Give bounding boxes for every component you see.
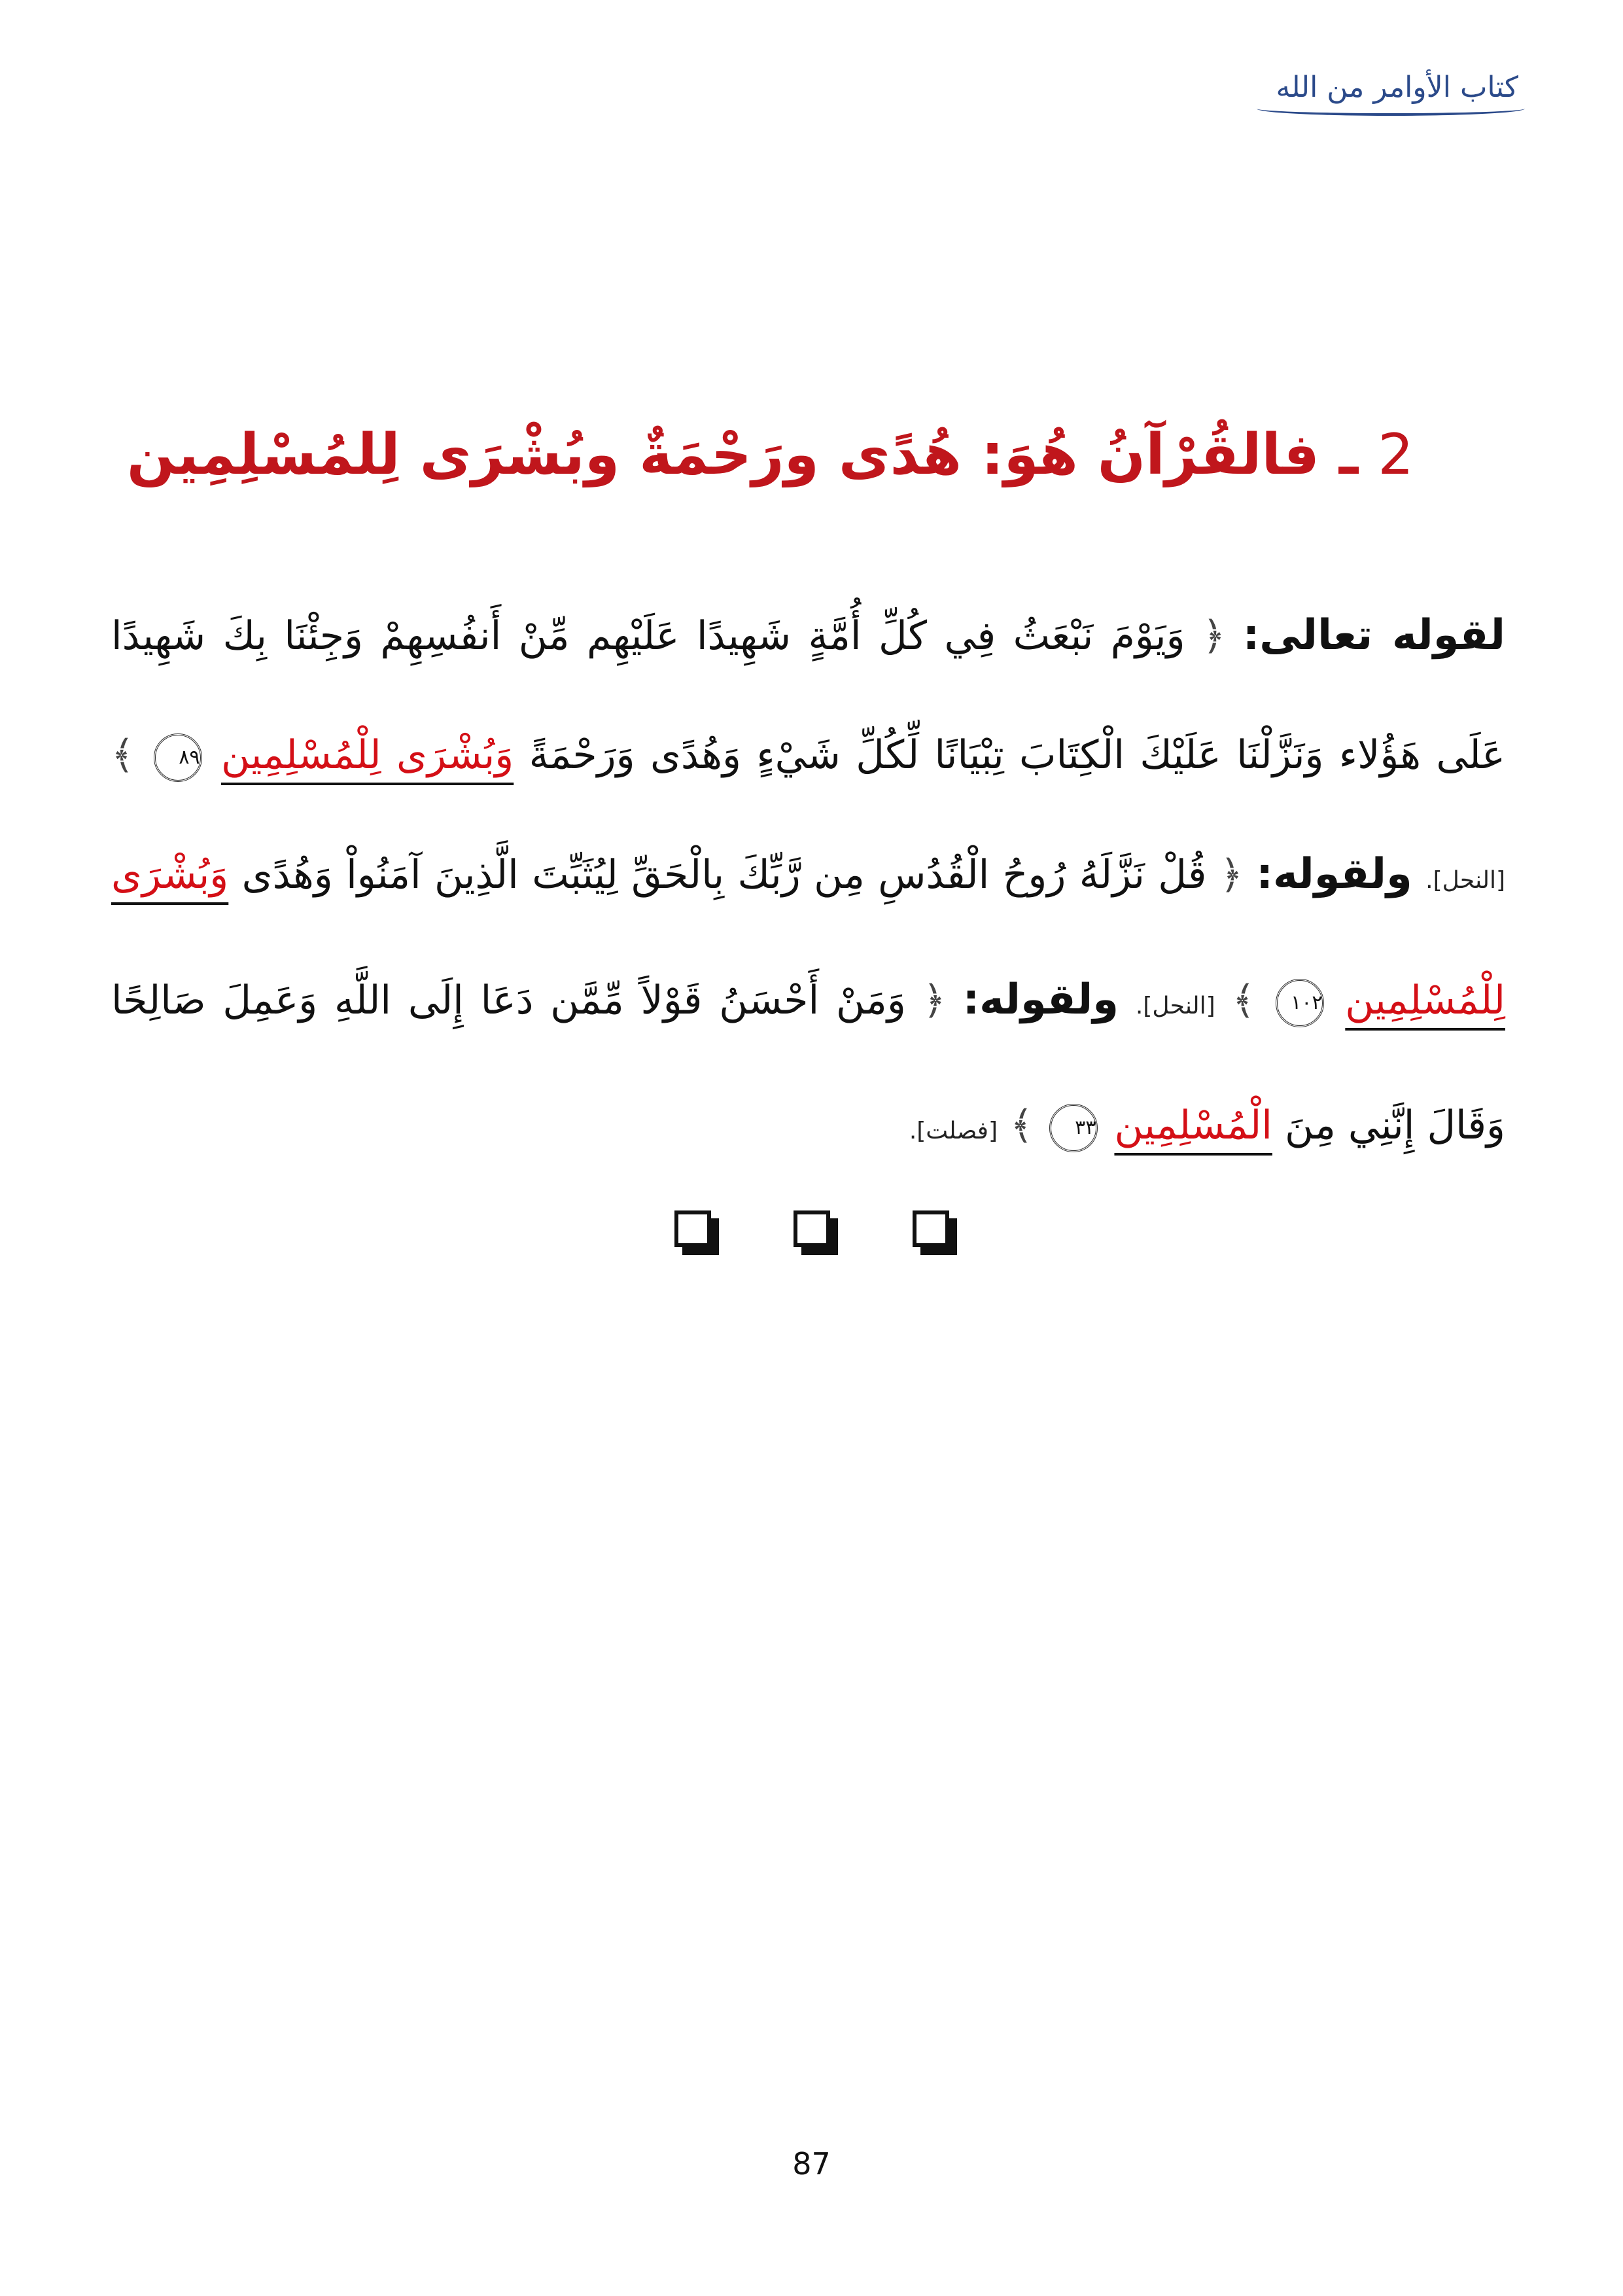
- checkbox-square-icon: [794, 1210, 830, 1247]
- quran-close-bracket: ﴾: [1232, 978, 1255, 1023]
- quran-close-bracket: ﴾: [111, 732, 135, 778]
- quran-close-bracket: ﴾: [1010, 1103, 1034, 1148]
- verse-text-3: وَمَنْ أَحْسَنُ قَوْلاً مِّمَّن دَعَا إِلَى اللَّهِ وَعَمِلَ صَالِحًا وَقَالَ إِنَّنِي مِنَ: [111, 978, 1505, 1148]
- verse-highlight-1: وَبُشْرَى لِلْمُسْلِمِين: [220, 732, 514, 778]
- verse-highlight-3: الْمُسْلِمِين: [1114, 1103, 1272, 1148]
- section-heading: [126, 422, 1414, 487]
- book-title-text: كتاب الأوامر من الله: [1276, 71, 1518, 104]
- surah-reference: [فصلت].: [909, 1118, 998, 1144]
- page-number: 87: [792, 2146, 831, 2181]
- body-text: [111, 576, 1505, 1191]
- section-number: 2: [1378, 422, 1414, 487]
- checkbox-square-icon: [913, 1210, 949, 1247]
- lead-phrase-3: ولقوله:: [962, 976, 1119, 1024]
- lead-phrase-1: لقوله تعالى:: [1242, 611, 1506, 660]
- checkbox-square-icon: [674, 1210, 711, 1247]
- book-title-label: [1276, 71, 1519, 104]
- surah-reference: [النحل].: [1425, 867, 1506, 894]
- section-separator: [0, 1210, 1623, 1247]
- ayah-number-marker: ١٠٢: [1276, 979, 1324, 1027]
- ayah-number-marker: ٣٣: [1049, 1104, 1098, 1152]
- quran-open-bracket: ﴿: [1202, 613, 1226, 659]
- book-title-swash: [1257, 101, 1526, 116]
- surah-reference: [النحل].: [1135, 993, 1215, 1019]
- verse-text-2: قُلْ نَزَّلَهُ رُوحُ الْقُدُسِ مِن رَّبِّكَ بِالْحَقِّ لِيُثَبِّتَ الَّذِينَ آمَنُواْ وَهُدًى: [241, 852, 1207, 898]
- quran-open-bracket: ﴿: [1219, 852, 1243, 898]
- verse-text-1: وَيَوْمَ نَبْعَثُ فِي كُلِّ أُمَّةٍ شَهِيدًا عَلَيْهِم مِّنْ أَنفُسِهِمْ وَجِئْنَا بِكَ شَهِيدًا عَلَى هَؤُلاء وَنَزَّلْنَا عَلَيْكَ الْكِتَابَ تِبْيَانًا لِّكُلِّ شَيْءٍ وَهُدًى وَرَحْمَةً: [111, 613, 1506, 778]
- quran-open-bracket: ﴿: [922, 978, 946, 1023]
- verse-highlight-2: وَبُشْرَى لِلْمُسْلِمِين: [111, 852, 1505, 1023]
- lead-phrase-2: ولقوله:: [1256, 850, 1412, 898]
- section-title: ـ فالقُرْآنُ هُوَ: هُدًى ورَحْمَةٌ وبُشْرَى لِلمُسْلِمِين: [126, 422, 1359, 487]
- ayah-number-marker: ٨٩: [154, 733, 202, 782]
